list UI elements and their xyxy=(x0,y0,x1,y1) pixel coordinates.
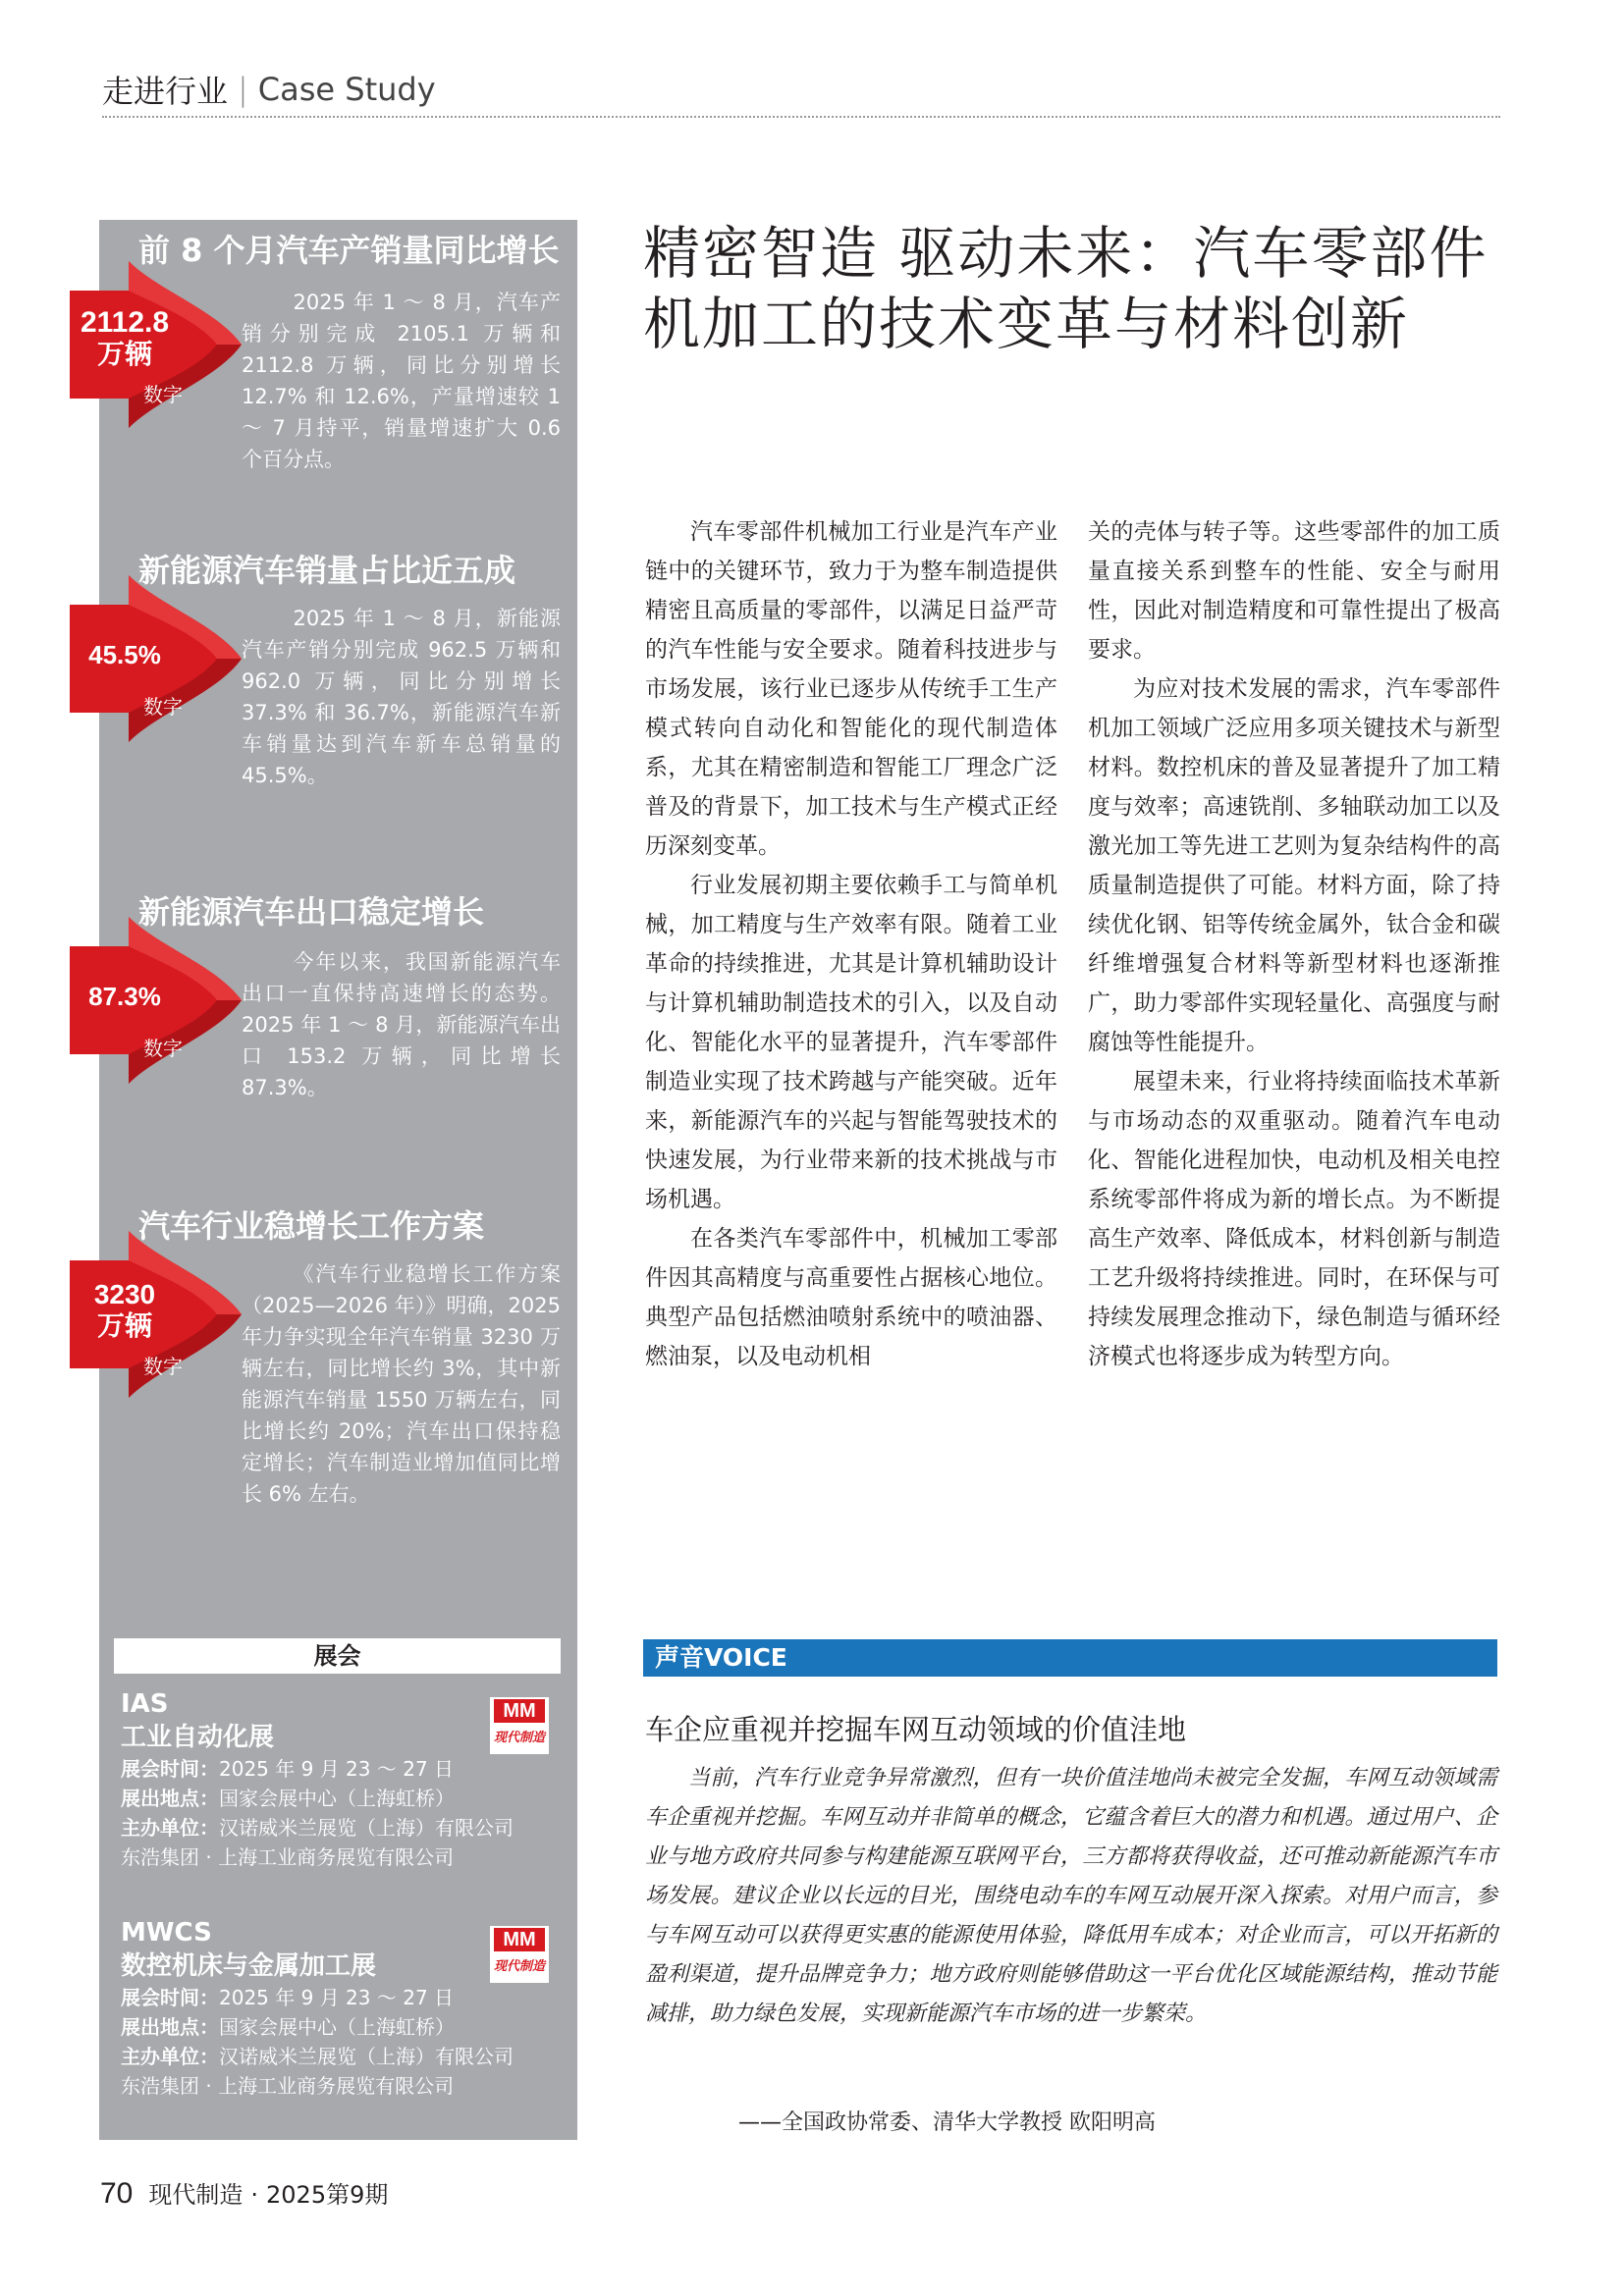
stat-title: 新能源汽车出口稳定增长 xyxy=(138,893,485,931)
stat-body-text: 2025 年 1 ～ 8 月，汽车产销分别完成 2105.1 万辆和 2112.8 万辆，同比分别增长 12.7% 和 12.6%，产量增速较 1 ～ 7 月持平，销量增速扩大 0.6 个百分点。 xyxy=(242,291,561,471)
ribbon-badge xyxy=(70,1221,256,1408)
stat-tag: 数字 xyxy=(143,1355,183,1378)
stat-body xyxy=(242,946,561,1103)
voice-quote xyxy=(645,1759,1497,2034)
expo-host-2: 东浩集团 · 上海工业商务展览有限公司 xyxy=(121,1845,455,1869)
article-paragraph: 在各类汽车零部件中，机械加工零部件因其高精度与高重要性占据核心地位。典型产品包括燃油喷射系统中的喷油器、燃油泵，以及电动机相 xyxy=(645,1226,1057,1369)
magazine-logo xyxy=(490,1697,549,1754)
expo-listing-mwcs xyxy=(121,1916,553,2101)
section-name-en: Case Study xyxy=(257,71,436,108)
stat-title: 新能源汽车销量占比近五成 xyxy=(138,552,516,589)
expo-name: 数控机床与金属加工展 xyxy=(121,1951,377,1981)
stat-value: 45.5% xyxy=(88,640,161,669)
footer-dot: · xyxy=(250,2181,259,2209)
expo-time: 展会时间：2025 年 9 月 23 ～ 27 日 xyxy=(121,1986,455,2009)
voice-quote-text: 当前，汽车行业竞争异常激烈，但有一块价值洼地尚未被完全发掘，车网互动领域需车企重视并挖掘。车网互动并非简单的概念，它蕴含着巨大的潜力和机遇。通过用户、企业与地方政府共同参与构建能源互联网平台，三方都将获得收益，还可推动新能源汽车市场发展。建议企业以长远的目光，围绕电动车的车网互动展开深入探索。对用户而言，参与车网互动可以获得更实惠的能源使用体验，降低用车成本；对企业而言，可以开拓新的盈利渠道，提升品牌竞争力；地方政府则能够借助这一平台优化区域能源结构，推动节能减排，助力绿色发展，实现新能源汽车市场的进一步繁荣。 xyxy=(645,1766,1497,2026)
section-separator: | xyxy=(238,71,248,108)
stat-body xyxy=(242,287,561,475)
voice-section-bar: 声音VOICE xyxy=(643,1639,1497,1677)
magazine-name: 现代制造 xyxy=(148,2181,244,2209)
stat-body-text: 今年以来，我国新能源汽车出口一直保持高速增长的态势。2025 年 1 ～ 8 月，新能源汽车出口 153.2 万辆，同比增长 87.3%。 xyxy=(242,950,561,1099)
article-headline: 精密智造 驱动未来：汽车零部件机加工的技术变革与材料创新 xyxy=(643,220,1489,357)
expo-time: 展会时间：2025 年 9 月 23 ～ 27 日 xyxy=(121,1757,455,1781)
expo-venue: 展出地点：国家会展中心（上海虹桥） xyxy=(121,1787,455,1810)
stat-title: 汽车行业稳增长工作方案 xyxy=(138,1207,485,1245)
stat-body xyxy=(242,1258,561,1510)
stat-body-text: 《汽车行业稳增长工作方案（2025—2026 年）》明确，2025 年力争实现全年汽车销量 3230 万辆左右，同比增长约 3%，其中新能源汽车销量 1550 万辆左右，同比增长约 20%；汽车出口保持稳定增长；汽车制造业增加值同比增长 6% 左右。 xyxy=(242,1262,561,1506)
ribbon-badge xyxy=(70,907,256,1094)
article-column-right xyxy=(1088,512,1500,1376)
sidebar-panel xyxy=(80,220,577,2140)
voice-attribution: ——全国政协常委、清华大学教授 欧阳明高 xyxy=(738,2110,1156,2135)
article-paragraph: 汽车零部件机械加工行业是汽车产业链中的关键环节，致力于为整车制造提供精密且高质量的零部件，以满足日益严苛的汽车性能与安全要求。随着科技进步与市场发展，该行业已逐步从传统手工生产模式转向自动化和智能化的现代制造体系，尤其在精密制造和智能工厂理念广泛普及的背景下，加工技术与生产模式正经历深刻变革。 xyxy=(645,519,1057,859)
stat-unit: 万辆 xyxy=(96,1310,152,1341)
magazine-logo xyxy=(490,1926,549,1983)
page-footer xyxy=(100,2175,388,2211)
logo-text: 现代制造 xyxy=(493,1731,545,1745)
ribbon-badge xyxy=(70,251,256,438)
expo-host: 主办单位：汉诺威米兰展览（上海）有限公司 xyxy=(121,2045,514,2068)
issue-number: 2025第9期 xyxy=(266,2181,389,2209)
stat-tag: 数字 xyxy=(143,695,183,719)
logo-mark: MM xyxy=(494,1699,545,1723)
section-header xyxy=(102,67,436,112)
article-column-left xyxy=(645,512,1057,1376)
expo-name: 工业自动化展 xyxy=(121,1723,275,1752)
voice-title: 车企应重视并挖掘车网互动领域的价值洼地 xyxy=(645,1713,1187,1746)
stat-value: 87.3% xyxy=(88,982,161,1011)
stat-title: 前 8 个月汽车产销量同比增长 xyxy=(138,232,560,269)
article-paragraph: 行业发展初期主要依赖手工与简单机械，加工精度与生产效率有限。随着工业革命的持续推进，尤其是计算机辅助设计与计算机辅助制造技术的引入，以及自动化、智能化水平的显著提升，汽车零部件制造业实现了技术跨越与产能突破。近年来，新能源汽车的兴起与智能驾驶技术的快速发展，为行业带来新的技术挑战与市场机遇。 xyxy=(645,873,1057,1212)
stat-unit: 万辆 xyxy=(96,339,152,369)
stat-value: 2112.8 xyxy=(80,306,170,339)
page-number: 70 xyxy=(100,2177,134,2210)
stat-tag: 数字 xyxy=(143,1037,183,1060)
expo-venue: 展出地点：国家会展中心（上海虹桥） xyxy=(121,2015,455,2039)
expo-section-header: 展会 xyxy=(114,1638,561,1674)
logo-mark: MM xyxy=(494,1928,545,1951)
article-paragraph-continued: 关的壳体与转子等。这些零部件的加工质量直接关系到整车的性能、安全与耐用性，因此对制造精度和可靠性提出了极高要求。 xyxy=(1088,519,1500,663)
stat-body xyxy=(242,603,561,791)
ribbon-badge xyxy=(70,565,256,752)
expo-abbr: MWCS xyxy=(121,1918,212,1948)
expo-host: 主办单位：汉诺威米兰展览（上海）有限公司 xyxy=(121,1816,514,1840)
article-paragraph: 展望未来，行业将持续面临技术革新与市场动态的双重驱动。随着汽车电动化、智能化进程加快，电动机及相关电控系统零部件将成为新的增长点。为不断提高生产效率、降低成本，材料创新与制造工艺升级将持续推进。同时，在环保与可持续发展理念推动下，绿色制造与循环经济模式也将逐步成为转型方向。 xyxy=(1088,1069,1500,1369)
stat-value: 3230 xyxy=(93,1279,156,1309)
expo-host-2: 东浩集团 · 上海工业商务展览有限公司 xyxy=(121,2074,455,2098)
expo-abbr: IAS xyxy=(121,1689,169,1719)
section-name-cn: 走进行业 xyxy=(102,73,229,110)
header-divider xyxy=(102,116,1500,118)
stat-body-text: 2025 年 1 ～ 8 月，新能源汽车产销分别完成 962.5 万辆和 962.0 万辆，同比分别增长 37.3% 和 36.7%，新能源汽车新车销量达到汽车新车总销量的 45.5%。 xyxy=(242,607,561,787)
article-paragraph: 为应对技术发展的需求，汽车零部件机加工领域广泛应用多项关键技术与新型材料。数控机床的普及显著提升了加工精度与效率；高速铣削、多轴联动加工以及激光加工等先进工艺则为复杂结构件的高质量制造提供了可能。材料方面，除了持续优化钢、铝等传统金属外，钛合金和碳纤维增强复合材料等新型材料也逐渐推广，助力零部件实现轻量化、高强度与耐腐蚀等性能提升。 xyxy=(1088,676,1500,1055)
expo-listing-ias xyxy=(121,1687,553,1872)
stat-tag: 数字 xyxy=(143,383,183,406)
logo-text: 现代制造 xyxy=(493,1959,545,1974)
